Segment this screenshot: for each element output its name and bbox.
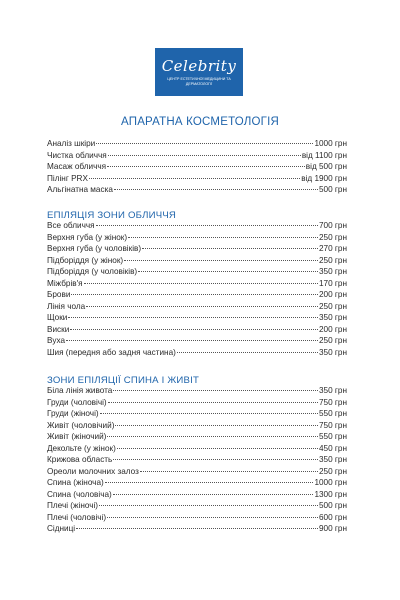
service-price: 250 грн [319, 466, 347, 476]
service-price: 350 грн [319, 267, 347, 276]
dot-leader [113, 494, 314, 495]
service-name: Міжбрів'я [47, 278, 83, 288]
dot-leader [124, 260, 318, 261]
dot-leader [66, 340, 318, 341]
service-price: 250 грн [319, 336, 347, 345]
service-price: 200 грн [319, 290, 347, 299]
service-name: Ореоли молочних залоз [47, 466, 139, 476]
dot-leader [138, 271, 318, 272]
price-row [47, 454, 347, 466]
dot-leader [68, 317, 318, 318]
service-price: від 1900 грн [301, 173, 347, 183]
price-row [47, 301, 347, 313]
dot-leader [107, 436, 318, 437]
service-name: Шия (передня або задня частина) [47, 347, 176, 357]
service-name: Аналіз шкіри [47, 139, 96, 148]
service-name: Альгінатна маска [47, 185, 113, 194]
service-price: 1300 грн [314, 489, 347, 499]
price-row [47, 385, 347, 397]
dot-leader [96, 143, 313, 144]
dot-leader [70, 329, 318, 330]
dot-leader [114, 189, 318, 190]
dot-leader [71, 294, 318, 295]
service-name: Крижова область [47, 455, 113, 464]
service-price: 750 грн [319, 397, 347, 407]
price-row [47, 347, 347, 359]
service-price: 350 грн [319, 386, 347, 395]
service-name: Верхня губа (у жінок) [47, 232, 128, 242]
price-row [47, 466, 347, 478]
service-name: Груди (чоловічі) [47, 397, 107, 407]
price-row [47, 289, 347, 301]
service-price: від 500 грн [305, 162, 347, 171]
price-list-hardware-cosmetology [47, 138, 347, 196]
price-row [47, 161, 347, 173]
price-row [47, 523, 347, 535]
service-name: Спина (жіноча) [47, 478, 104, 487]
service-price: 270 грн [319, 244, 347, 253]
service-name: Лінія чола [47, 301, 86, 311]
service-price: 250 грн [319, 232, 347, 242]
price-row [47, 431, 347, 443]
price-row [47, 278, 347, 290]
service-name: Чистка обличчя [47, 150, 107, 160]
price-row [47, 335, 347, 347]
price-row [47, 477, 347, 489]
price-row [47, 150, 347, 162]
price-list-face-epilation [47, 220, 347, 358]
service-name: Вуха [47, 336, 66, 345]
logo-wordmark: Celebrity [161, 57, 237, 75]
service-price: 550 грн [319, 409, 347, 418]
service-name: Підборіддя (у чоловіків) [47, 267, 138, 276]
service-price: 600 грн [319, 512, 347, 522]
service-price: 350 грн [319, 347, 347, 357]
price-row [47, 443, 347, 455]
logo-tagline: ЦЕНТР ЕСТЕТИЧНОЇ МЕДИЦИНИ ТА ДЕРМАТОЛОГІЇ [167, 77, 231, 86]
dot-leader [108, 155, 301, 156]
dot-leader [113, 459, 318, 460]
price-row [47, 266, 347, 278]
price-row [47, 408, 347, 420]
price-row [47, 312, 347, 324]
service-price: 900 грн [319, 524, 347, 533]
service-price: 500 грн [319, 501, 347, 510]
service-price: 250 грн [319, 255, 347, 265]
service-price: 170 грн [319, 278, 347, 288]
service-name: Брови [47, 290, 71, 299]
service-price: 1000 грн [314, 478, 347, 487]
dot-leader [142, 248, 318, 249]
service-price: 350 грн [319, 455, 347, 464]
brand-logo [155, 48, 243, 96]
service-name: Біла лінія живота [47, 386, 113, 395]
service-name: Щоки [47, 313, 68, 322]
dot-leader [84, 283, 318, 284]
service-price: 1000 грн [314, 139, 347, 148]
dot-leader [115, 425, 318, 426]
service-name: Пілінг PRX [47, 173, 88, 183]
price-row [47, 397, 347, 409]
service-name: Підборіддя (у жінок) [47, 255, 124, 265]
dot-leader [108, 402, 318, 403]
service-price: 700 грн [319, 221, 347, 230]
price-row [47, 243, 347, 255]
price-row [47, 184, 347, 196]
dot-leader [177, 352, 318, 353]
service-name: Верхня губа (у чоловіків) [47, 244, 142, 253]
dot-leader [117, 448, 318, 449]
service-price: від 1100 грн [301, 150, 347, 160]
service-name: Груди (жіночі) [47, 409, 99, 418]
service-name: Живіт (жіночий) [47, 432, 107, 441]
page-title: АПАРАТНА КОСМЕТОЛОГІЯ [120, 116, 280, 128]
dot-leader [89, 178, 300, 179]
service-price: 250 грн [319, 301, 347, 311]
dot-leader [107, 517, 318, 518]
dot-leader [105, 482, 314, 483]
dot-leader [107, 166, 305, 167]
dot-leader [76, 528, 318, 529]
price-row [47, 489, 347, 501]
service-name: Плечі (жіночі) [47, 501, 99, 510]
service-name: Спина (чоловіча) [47, 489, 112, 499]
section-title-face-epilation: ЕПІЛЯЦІЯ ЗОНИ ОБЛИЧЧЯ [47, 210, 177, 221]
dot-leader [99, 505, 318, 506]
dot-leader [96, 225, 318, 226]
price-row [47, 500, 347, 512]
price-row [47, 255, 347, 267]
dot-leader [140, 471, 318, 472]
price-row [47, 324, 347, 336]
service-name: Декольте (у жінок) [47, 443, 116, 453]
dot-leader [86, 306, 318, 307]
dot-leader [113, 390, 318, 391]
dot-leader [100, 413, 318, 414]
price-list-back-belly-epilation [47, 385, 347, 535]
service-price: 450 грн [319, 443, 347, 453]
service-name: Сідниці [47, 524, 76, 533]
section-title-back-belly-epilation: ЗОНИ ЕПІЛЯЦІЇ СПИНА І ЖИВІТ [47, 375, 200, 386]
price-row [47, 420, 347, 432]
service-price: 350 грн [319, 313, 347, 322]
service-name: Плечі (чоловічі) [47, 512, 107, 522]
price-row [47, 232, 347, 244]
price-row [47, 138, 347, 150]
service-price: 550 грн [319, 432, 347, 441]
dot-leader [128, 237, 318, 238]
service-name: Живіт (чоловічий) [47, 420, 115, 430]
price-row [47, 173, 347, 185]
service-price: 500 грн [319, 185, 347, 194]
service-price: 200 грн [319, 324, 347, 334]
price-row [47, 220, 347, 232]
service-price: 750 грн [319, 420, 347, 430]
price-row [47, 512, 347, 524]
service-name: Масаж обличчя [47, 162, 107, 171]
service-name: Все обличчя [47, 221, 95, 230]
service-name: Виски [47, 324, 70, 334]
